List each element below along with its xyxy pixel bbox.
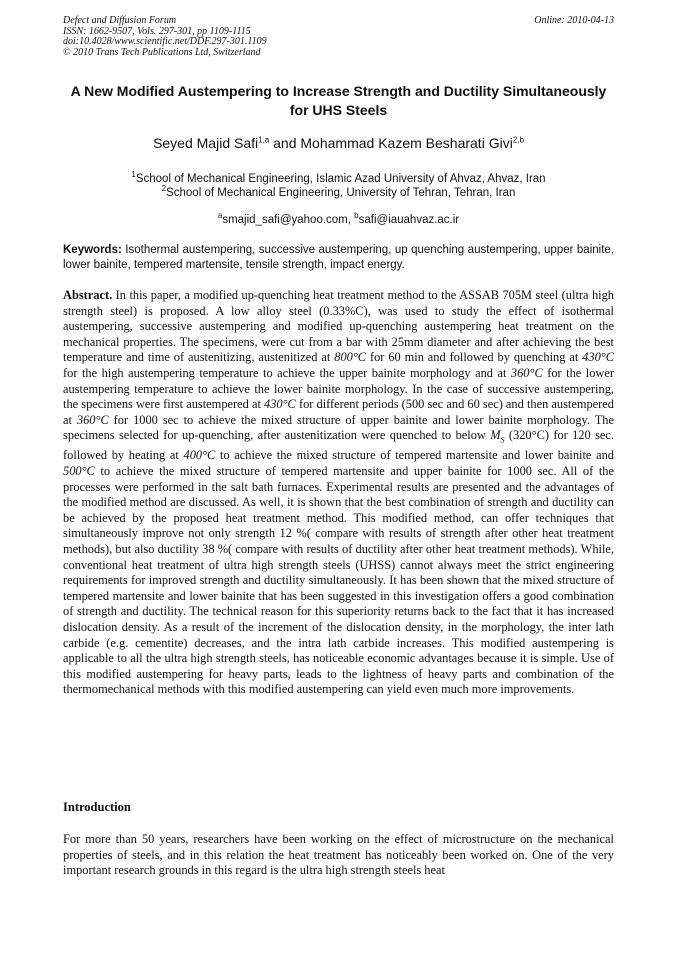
paper-title: A New Modified Austempering to Increase Strength and Ductility Simultaneously for UHS Steels xyxy=(70,83,607,118)
introduction-paragraph: For more than 50 years, researchers have been working on the effect of microstructure on the mechanical properties of steels, and in this relation the heat treatment has noticeably been worked on. One of the very important research grounds in this regard is the ultra high strength steels heat xyxy=(63,832,614,878)
doi-line: doi:10.4028/www.scientific.net/DDF.297-301.1109 xyxy=(63,36,267,47)
temperature-value: 430°C xyxy=(582,350,614,365)
keywords-text: Isothermal austempering, successive austempering, up quenching austempering, upper bainite, lower bainite, tempered martensite, tensile strength, impact energy. xyxy=(63,244,614,271)
affiliation-text: School of Mechanical Engineering, University of Tehran, Tehran, Iran xyxy=(166,187,516,199)
affiliation-superscript: 1 xyxy=(131,170,136,180)
copyright-line: © 2010 Trans Tech Publications Ltd, Switzerland xyxy=(63,46,261,58)
temperature-value: 800°C xyxy=(334,350,367,365)
abstract-text: for 120 sec. followed by heating at xyxy=(63,428,615,463)
abstract-paragraph xyxy=(63,288,614,698)
author-emails xyxy=(63,213,614,228)
online-date: Online: 2010-04-13 xyxy=(534,15,614,26)
abstract-label: Abstract. xyxy=(63,288,113,302)
abstract-text: for the lower austempering temperature to achieve the lower bainite morphology. In the case of successive austempering, the specimens were first austempered at xyxy=(63,365,614,412)
email-superscript: a xyxy=(217,211,223,221)
temperature-value: 360°C xyxy=(510,365,543,380)
affiliation xyxy=(63,172,614,187)
ms-temperature: (320°C) xyxy=(504,428,549,443)
author-superscript: 2,b xyxy=(512,135,524,145)
section-heading: Introduction xyxy=(63,800,131,814)
temperature-value: 430°C xyxy=(264,397,296,412)
issn-line: ISSN: 1662-9507, Vols. 297-301, pp 1109-1115 xyxy=(63,25,251,37)
author-line xyxy=(63,134,614,152)
affiliation xyxy=(63,186,614,201)
abstract-text: for the high austempering temperature to achieve the upper bainite morphology and at xyxy=(63,365,511,380)
journal-header xyxy=(63,16,614,58)
author-conjunction: and xyxy=(269,135,301,151)
ms-subscript: S xyxy=(500,435,505,445)
author-name: Mohammad Kazem Besharati Givi xyxy=(300,135,513,151)
temperature-value: 400°C xyxy=(183,448,216,463)
temperature-value: 500°C xyxy=(63,464,95,478)
author-superscript: 1,a xyxy=(258,135,270,145)
journal-name: Defect and Diffusion Forum xyxy=(63,15,177,26)
abstract-text: to achieve the mixed structure of tempered martensite and upper bainite for 1000 sec. All of the processes were performed in the salt bath furnaces. Experimental results are presented and the advantages of the modified method are discussed. As well, it is shown that the best combination of strength and ductility can be achieved by the proposed heat treatment method. This modified method, can offer techniques that simultaneously improve not only strength 12 %( compare with results of strength after other heat treatment methods), but also ductility 38 %( compare with results of ductility after other heat treatment methods). While, conventional heat treatment of ultra high strength steels (UHSS) cannot always meet the strict engineering requirements for improved strength and ductility simultaneously. It has been shown that the mixed structure of tempered martensite and lower bainite that has been suggested in this investigation offers a good combination of strength and ductility. The technical reason for this superiority returns back to the fact that it has increased dislocation density. As a result of the increment of the dislocation density, in the morphology, the inter lath carbide (e.g. cementite) decreases, and the intra lath carbide increases. This modified austempering is applicable to all the ultra high strength steels, has noticeable economic advantages because it is simple. Use of this modified austempering for heavy parts, leads to the lightness of heavy parts and combination of the thermomechanical methods with this modified austempering can yield even much more improvements. xyxy=(63,464,614,697)
abstract-text: to achieve the mixed structure of tempered martensite and lower bainite and xyxy=(215,448,614,463)
author-name: Seyed Majid Safi xyxy=(153,135,259,151)
keywords-label: Keywords: xyxy=(63,244,122,256)
abstract-text: for different periods (500 sec and 60 sec) and then austempered at xyxy=(63,397,614,427)
abstract-text: for 1000 sec to achieve the mixed structure of upper bainite and lower bainite morphology. The specimens selected for up-quenching, after austenitization were quenched to below xyxy=(63,412,614,443)
temperature-value: 360°C xyxy=(76,412,109,427)
affiliation-text: School of Mechanical Engineering, Islamic Azad University of Ahvaz, Ahvaz, Iran xyxy=(135,173,546,185)
abstract-text: for 60 min and followed by quenching at xyxy=(366,350,583,365)
email-address[interactable]: smajid_safi@yahoo.com, xyxy=(222,214,355,226)
email-address[interactable]: safi@iauahvaz.ac.ir xyxy=(358,214,460,226)
email-superscript: b xyxy=(354,211,359,221)
abstract-text: In this paper, a modified up-quenching heat treatment method to the ASSAB 705M steel (ultra high strength steel) is proposed. A low alloy steel (0.33%C), was used to study the effect of isothermal austempering, successive austempering and modified up-quenching austempering heat treatment on the mechanical properties. The specimens, were cut from a bar with 25mm diameter and after achieving the best temperature and time of austenitizing, austenitized at xyxy=(63,288,614,365)
ms-symbol: M xyxy=(490,428,501,443)
keywords-paragraph xyxy=(63,243,614,273)
affiliation-superscript: 2 xyxy=(161,184,167,194)
